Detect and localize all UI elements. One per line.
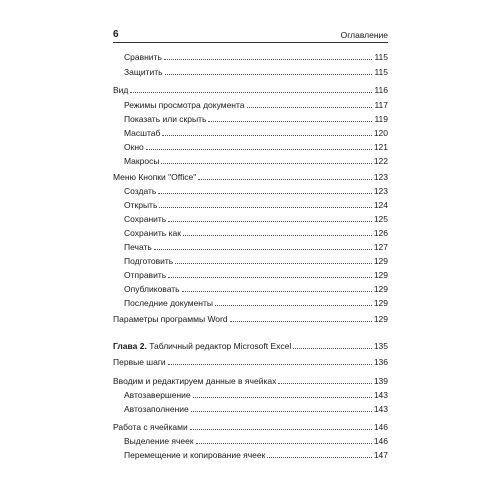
toc-entry-title: Создать xyxy=(124,186,157,196)
dot-leader xyxy=(162,135,371,136)
toc-entry-autocomplete xyxy=(124,389,388,401)
toc-entry-title: Перемещение и копирование ячеек xyxy=(124,450,266,460)
toc-entry-page: 135 xyxy=(373,341,388,351)
dot-leader xyxy=(154,249,372,250)
dot-leader xyxy=(182,291,372,292)
dot-leader xyxy=(190,429,372,430)
toc-entry-title: Вводим и редактируем данные в ячейках xyxy=(113,376,277,386)
running-header xyxy=(113,29,388,43)
toc-entry-open xyxy=(124,199,388,211)
dot-leader xyxy=(168,277,372,278)
chapter-label: Глава 2. xyxy=(113,341,147,351)
dot-leader xyxy=(215,305,372,306)
toc-entry-prepare xyxy=(124,255,388,267)
dot-leader xyxy=(293,348,372,349)
dot-leader xyxy=(198,179,372,180)
toc-entry-cell-move-copy xyxy=(124,449,388,461)
toc-entry-title: Сравнить xyxy=(124,52,162,62)
toc-entry-page: 143 xyxy=(373,390,388,400)
toc-entry-title: Отправить xyxy=(124,270,167,280)
toc-entry-page: 129 xyxy=(373,298,388,308)
toc-entry-title: Последние документы xyxy=(124,298,214,308)
toc-entry-title: Показать или скрыть xyxy=(124,114,207,124)
dot-leader xyxy=(159,207,371,208)
toc-entry-title: Работа с ячейками xyxy=(113,422,188,432)
page-number: 6 xyxy=(113,29,119,40)
toc-entry-show-hide xyxy=(124,113,388,125)
toc-entry-word-options xyxy=(113,313,388,325)
toc-entry-page: 125 xyxy=(373,214,388,224)
toc-entry-page: 139 xyxy=(373,376,388,386)
toc-entry-title: Вид xyxy=(113,85,129,95)
toc-entry-print xyxy=(124,241,388,253)
toc-entry-page: 129 xyxy=(373,270,388,280)
chapter-title: Табличный редактор Microsoft Excel xyxy=(146,341,292,351)
dot-leader xyxy=(193,397,372,398)
toc-entry-macros xyxy=(124,155,388,167)
toc-entry-save-as xyxy=(124,227,388,239)
toc-entry-title: Сохранить как xyxy=(124,228,181,238)
toc-entry-title: Автозаполнение xyxy=(124,404,189,414)
toc-entry-page: 147 xyxy=(373,450,388,460)
toc-entry-title: Режимы просмотра документа xyxy=(124,100,245,110)
dot-leader xyxy=(183,235,372,236)
toc-entry-page: 129 xyxy=(373,256,388,266)
toc-entry-title: Выделение ячеек xyxy=(124,436,194,446)
toc-entry-chapter-2 xyxy=(113,340,388,352)
toc-entry-title: Подготовить xyxy=(124,256,174,266)
toc-entry-cell-work xyxy=(113,421,388,433)
dot-leader xyxy=(196,443,372,444)
toc-entry-title: Открыть xyxy=(124,200,158,210)
dot-leader xyxy=(247,107,373,108)
toc-entry-page: 115 xyxy=(374,67,388,77)
toc-entry-cell-selection xyxy=(124,435,388,447)
toc-entry-protect xyxy=(124,66,388,78)
toc-entry-page: 121 xyxy=(373,142,388,152)
toc-entry-page: 123 xyxy=(373,186,388,196)
toc-entry-page: 129 xyxy=(373,284,388,294)
dot-leader xyxy=(158,193,372,194)
dot-leader xyxy=(175,263,372,264)
toc-entry-title: Печать xyxy=(124,242,152,252)
toc-entry-title: Меню Кнопки "Office" xyxy=(113,172,197,182)
toc-entry-create xyxy=(124,185,388,197)
dot-leader xyxy=(168,221,372,222)
dot-leader xyxy=(165,74,373,75)
dot-leader xyxy=(208,121,372,122)
toc-entry-page: 127 xyxy=(373,242,388,252)
toc-entry-enter-edit-data xyxy=(113,375,388,387)
dot-leader xyxy=(130,92,372,93)
running-title: Оглавление xyxy=(340,30,388,40)
toc-entry-title: Первые шаги xyxy=(113,357,166,367)
toc-entry-recent-documents xyxy=(124,297,388,309)
toc-entry-page: 119 xyxy=(374,114,388,124)
toc-entry-page: 136 xyxy=(373,357,388,367)
toc-entry-title: Автозавершение xyxy=(124,390,191,400)
toc-entry-title xyxy=(113,340,291,352)
toc-entry-send xyxy=(124,269,388,281)
toc-entry-title: Параметры программы Word xyxy=(113,314,228,324)
toc-entry-first-steps xyxy=(113,356,388,368)
dot-leader xyxy=(230,321,372,322)
toc-entry-compare xyxy=(124,51,388,63)
dot-leader xyxy=(146,149,372,150)
toc-entry-title: Окно xyxy=(124,142,144,152)
dot-leader xyxy=(164,59,373,60)
toc-entry-zoom xyxy=(124,127,388,139)
toc-entry-save xyxy=(124,213,388,225)
dot-leader xyxy=(267,457,371,458)
toc-entry-page: 126 xyxy=(373,228,388,238)
toc-entry-page: 123 xyxy=(373,172,388,182)
toc-entry-page: 116 xyxy=(374,85,388,95)
toc-entry-page: 117 xyxy=(374,100,388,110)
dot-leader xyxy=(161,163,371,164)
toc-entry-page: 146 xyxy=(373,422,388,432)
toc-entry-view-modes xyxy=(124,99,388,111)
toc-entry-title: Опубликовать xyxy=(124,284,180,294)
toc-entry-title: Масштаб xyxy=(124,128,161,138)
dot-leader xyxy=(191,411,372,412)
toc-entry-view xyxy=(113,84,388,96)
dot-leader xyxy=(168,364,372,365)
toc-entry-office-menu xyxy=(113,171,388,183)
toc-entry-page: 115 xyxy=(374,52,388,62)
toc-entry-page: 143 xyxy=(373,404,388,414)
toc-entry-window xyxy=(124,141,388,153)
toc-entry-page: 122 xyxy=(373,156,388,166)
toc-entry-page: 129 xyxy=(373,314,388,324)
toc-entry-title: Защитить xyxy=(124,67,163,77)
dot-leader xyxy=(278,383,371,384)
toc-entry-page: 146 xyxy=(373,436,388,446)
toc-entry-title: Сохранить xyxy=(124,214,167,224)
toc-entry-publish xyxy=(124,283,388,295)
toc-entry-autofill xyxy=(124,403,388,415)
toc-entry-page: 124 xyxy=(373,200,388,210)
toc-entry-page: 120 xyxy=(373,128,388,138)
toc-entry-title: Макросы xyxy=(124,156,160,166)
